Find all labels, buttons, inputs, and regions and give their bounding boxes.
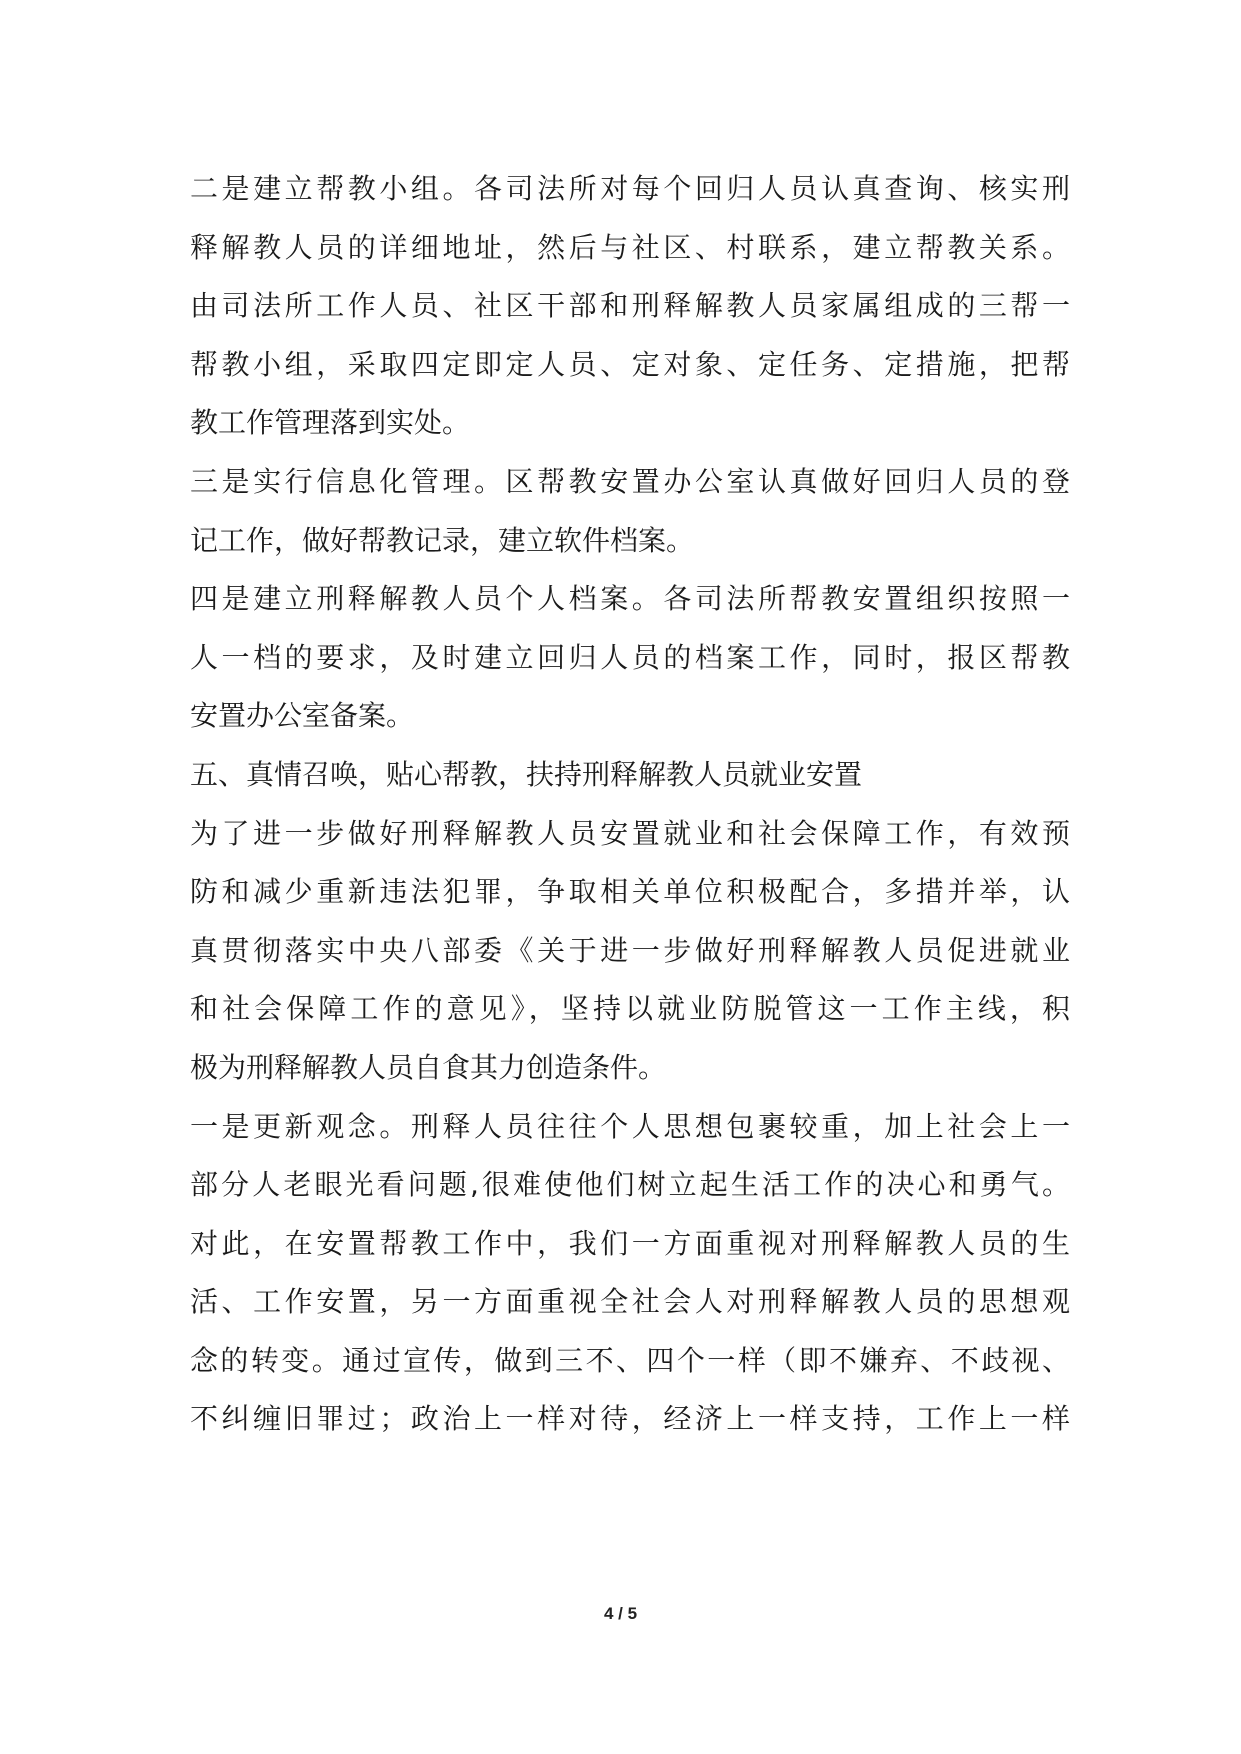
- text-line: 不纠缠旧罪过；政治上一样对待，经济上一样支持，工作上一样: [190, 1402, 1070, 1436]
- text-line: 五、真情召唤，贴心帮教，扶持刑释解教人员就业安置: [190, 757, 863, 791]
- text-line: 记工作，做好帮教记录，建立软件档案。: [190, 523, 695, 557]
- text-line: 释解教人员的详细地址，然后与社区、村联系，建立帮教关系。: [190, 230, 1070, 264]
- body-text: [190, 160, 1070, 1449]
- text-line: 真贯彻落实中央八部委《关于进一步做好刑释解教人员促进就业: [190, 933, 1070, 967]
- text-line: 和社会保障工作的意见》，坚持以就业防脱管这一工作主线，积: [190, 992, 1070, 1026]
- text-line: 防和减少重新违法犯罪，争取相关单位积极配合，多措并举，认: [190, 875, 1070, 909]
- text-line: 教工作管理落到实处。: [190, 406, 471, 440]
- text-line: 安置办公室备案。: [190, 699, 415, 733]
- text-line: 二是建立帮教小组。各司法所对每个回归人员认真查询、核实刑: [190, 172, 1070, 205]
- text-line: 由司法所工作人员、社区干部和刑释解教人员家属组成的三帮一: [190, 289, 1070, 323]
- text-line: 极为刑释解教人员自食其力创造条件。: [190, 1050, 667, 1084]
- text-line: 一是更新观念。刑释人员往往个人思想包裹较重，加上社会上一: [190, 1109, 1070, 1143]
- page-number: 4 / 5: [603, 1604, 638, 1623]
- text-line: 四是建立刑释解教人员个人档案。各司法所帮教安置组织按照一: [190, 582, 1070, 616]
- text-line: 人一档的要求，及时建立回归人员的档案工作，同时，报区帮教: [190, 640, 1070, 674]
- text-line: 念的转变。通过宣传，做到三不、四个一样（即不嫌弃、不歧视、: [190, 1343, 1070, 1377]
- text-line: 部分人老眼光看问题,很难使他们树立起生活工作的决心和勇气。: [190, 1168, 1070, 1202]
- text-line: 对此，在安置帮教工作中，我们一方面重视对刑释解教人员的生: [190, 1226, 1070, 1260]
- text-line: 三是实行信息化管理。区帮教安置办公室认真做好回归人员的登: [190, 464, 1070, 498]
- text-line: 帮教小组，采取四定即定人员、定对象、定任务、定措施，把帮: [190, 347, 1070, 381]
- text-line: 活、工作安置，另一方面重视全社会人对刑释解教人员的思想观: [190, 1285, 1070, 1319]
- text-line: 为了进一步做好刑释解教人员安置就业和社会保障工作，有效预: [190, 816, 1070, 850]
